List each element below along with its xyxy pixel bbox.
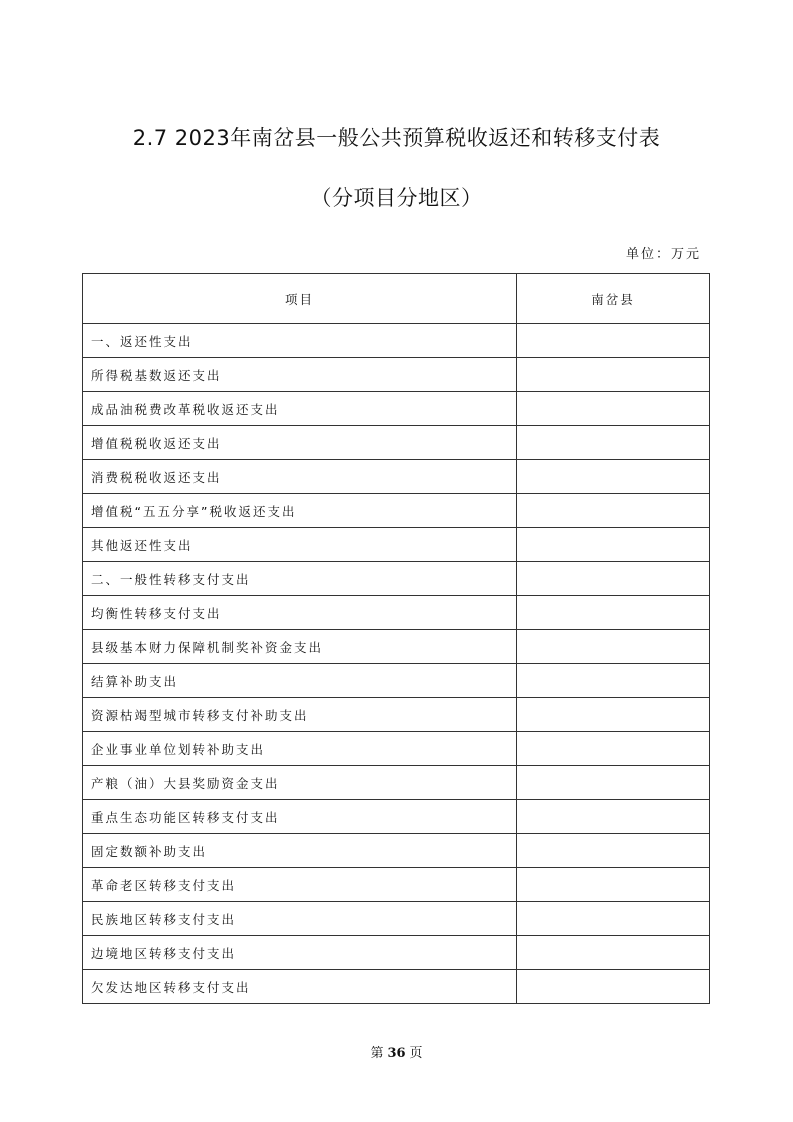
- row-item-label: 一、返还性支出: [83, 324, 517, 358]
- row-item-label: 固定数额补助支出: [83, 834, 517, 868]
- table-row: [83, 766, 710, 800]
- table-row: [83, 596, 710, 630]
- row-value-cell: [517, 324, 710, 358]
- row-value-cell: [517, 528, 710, 562]
- row-item-label: 结算补助支出: [83, 664, 517, 698]
- table-row: [83, 562, 710, 596]
- row-value-cell: [517, 392, 710, 426]
- table-row: [83, 460, 710, 494]
- row-item-label: 企业事业单位划转补助支出: [83, 732, 517, 766]
- table-row: [83, 324, 710, 358]
- budget-table: [82, 273, 710, 1004]
- row-value-cell: [517, 426, 710, 460]
- row-value-cell: [517, 664, 710, 698]
- table-row: [83, 358, 710, 392]
- row-value-cell: [517, 902, 710, 936]
- header-item: 项目: [83, 274, 517, 324]
- page-prefix: 第: [370, 1046, 384, 1061]
- table-row: [83, 664, 710, 698]
- row-value-cell: [517, 732, 710, 766]
- page-number: 36: [387, 1046, 406, 1061]
- table-row: [83, 392, 710, 426]
- row-item-label: 资源枯竭型城市转移支付补助支出: [83, 698, 517, 732]
- row-value-cell: [517, 800, 710, 834]
- row-value-cell: [517, 630, 710, 664]
- row-value-cell: [517, 868, 710, 902]
- unit-label: 单位：万元: [625, 247, 701, 262]
- header-row: [83, 274, 710, 324]
- table-row: [83, 630, 710, 664]
- row-item-label: 重点生态功能区转移支付支出: [83, 800, 517, 834]
- table-row: [83, 698, 710, 732]
- row-value-cell: [517, 698, 710, 732]
- table-row: [83, 970, 710, 1004]
- row-value-cell: [517, 766, 710, 800]
- row-item-label: 产粮（油）大县奖励资金支出: [83, 766, 517, 800]
- row-value-cell: [517, 562, 710, 596]
- row-item-label: 增值税“五五分享”税收返还支出: [83, 494, 517, 528]
- table-row: [83, 732, 710, 766]
- row-item-label: 革命老区转移支付支出: [83, 868, 517, 902]
- row-item-label: 边境地区转移支付支出: [83, 936, 517, 970]
- page-title: 2.7 2023年南岔县一般公共预算税收返还和转移支付表: [132, 126, 661, 150]
- table-row: [83, 494, 710, 528]
- row-item-label: 所得税基数返还支出: [83, 358, 517, 392]
- row-item-label: 县级基本财力保障机制奖补资金支出: [83, 630, 517, 664]
- table-row: [83, 868, 710, 902]
- row-item-label: 均衡性转移支付支出: [83, 596, 517, 630]
- row-item-label: 其他返还性支出: [83, 528, 517, 562]
- page-suffix: 页: [409, 1046, 423, 1061]
- row-item-label: 二、一般性转移支付支出: [83, 562, 517, 596]
- table-row: [83, 528, 710, 562]
- table-header: [83, 274, 710, 324]
- table-row: [83, 902, 710, 936]
- row-value-cell: [517, 936, 710, 970]
- page-footer: [0, 1042, 793, 1061]
- table-row: [83, 800, 710, 834]
- row-value-cell: [517, 834, 710, 868]
- header-county: 南岔县: [517, 274, 710, 324]
- table-row: [83, 936, 710, 970]
- row-item-label: 成品油税费改革税收返还支出: [83, 392, 517, 426]
- row-item-label: 民族地区转移支付支出: [83, 902, 517, 936]
- table-row: [83, 834, 710, 868]
- row-value-cell: [517, 596, 710, 630]
- row-value-cell: [517, 460, 710, 494]
- row-item-label: 欠发达地区转移支付支出: [83, 970, 517, 1004]
- page-subtitle: （分项目分地区）: [310, 186, 483, 210]
- row-value-cell: [517, 358, 710, 392]
- row-item-label: 增值税税收返还支出: [83, 426, 517, 460]
- row-item-label: 消费税税收返还支出: [83, 460, 517, 494]
- row-value-cell: [517, 970, 710, 1004]
- table-row: [83, 426, 710, 460]
- row-value-cell: [517, 494, 710, 528]
- table-body: [83, 324, 710, 1004]
